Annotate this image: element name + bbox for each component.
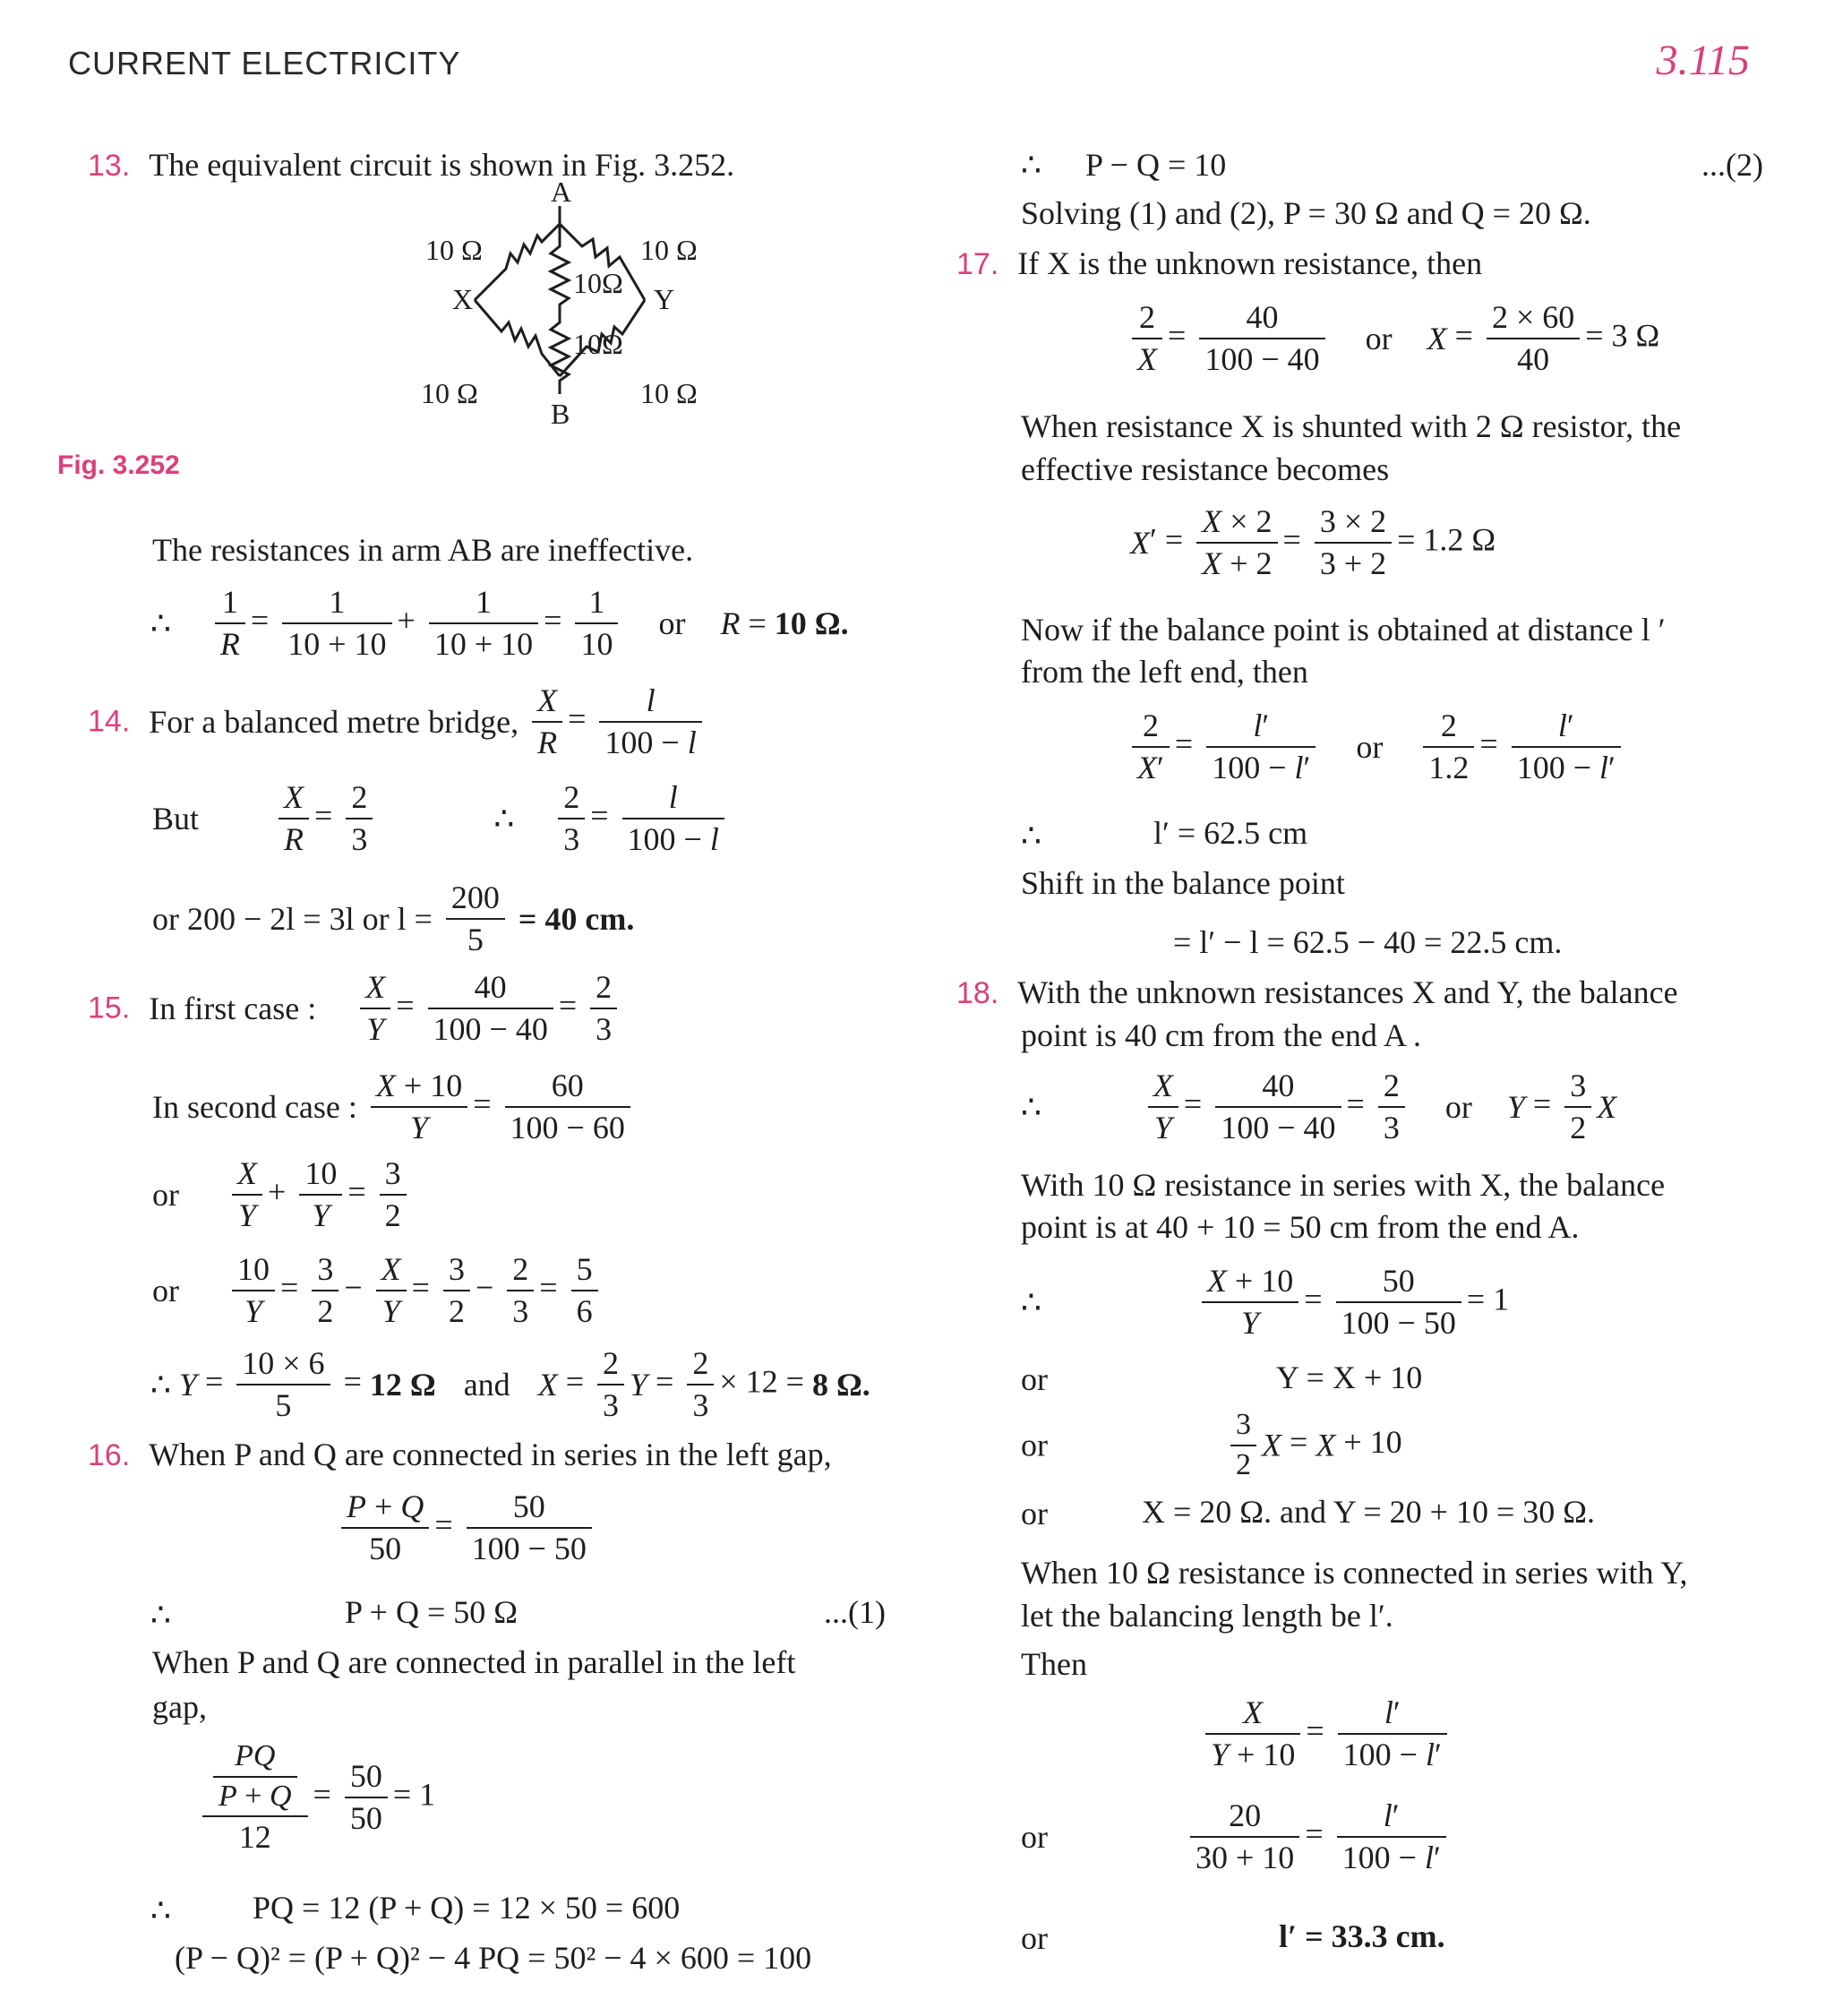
q14-result-pre: or 200 − 2l = 3l or l = <box>152 901 433 937</box>
or-word: or <box>1365 321 1393 356</box>
bridge-circuit-diagram <box>403 176 761 515</box>
q17-shift-value: = l′ − l = 62.5 − 40 = 22.5 cm. <box>1173 924 1563 960</box>
q15-second-label: In second case : <box>152 1089 357 1125</box>
therefore-symbol: ∴ <box>1021 1089 1041 1125</box>
q17-lprime: l′ = 62.5 cm <box>1153 815 1308 851</box>
eq-tag-2: ...(2) <box>1701 147 1763 183</box>
q15-first-label: In first case : <box>149 991 317 1026</box>
q17-number: 17. <box>956 247 999 281</box>
resistor-top-right: 10 Ω <box>640 234 698 266</box>
figure-label: Fig. 3.252 <box>57 450 180 480</box>
or-word: or <box>152 1273 179 1308</box>
q18-text1: With the unknown resistances X and Y, the balance <box>1017 974 1678 1010</box>
or-word: or <box>1021 1819 1048 1855</box>
therefore-symbol: ∴ <box>1021 818 1041 854</box>
q17-eq3: $\frac{2}{X'}$ = $\frac{l'}{100 - l'}$ or $\frac{2}{1.2}$ = $\frac{l'}{100 - l'}$ <box>1127 706 1626 788</box>
q18-series2: point is at 40 + 10 = 50 cm from the end A. <box>1021 1209 1580 1245</box>
page-number: 3.115 <box>1656 37 1750 84</box>
node-a-label: A <box>551 176 572 208</box>
q14-number: 14. <box>88 704 131 739</box>
therefore-symbol: ∴ <box>1021 1284 1041 1320</box>
q18-x-result: X = 20 Ω. and Y = 20 + 10 = 30 Ω. <box>1142 1494 1596 1530</box>
q18-eq1: ∴ $\frac{X}{Y}$ = $\frac{40}{100 - 40}$ = $\frac{2}{3}$ or Y = $\frac{3}{2}$ X <box>1021 1066 1616 1148</box>
q17-line <box>956 247 1482 279</box>
q14-result: or 200 − 2l = 3l or l = $\frac{200}{5}$ = 40 cm. <box>152 878 634 960</box>
q16-line <box>88 1438 832 1471</box>
eq-tag-1: ...(1) <box>824 1594 886 1630</box>
node-b-label: B <box>551 398 570 430</box>
q18-y10-line1: When 10 Ω resistance is connected in series with Y, <box>1021 1555 1688 1591</box>
q18-eq4: $\frac{X}{Y + 10}$ = $\frac{l'}{100 - l'}$ <box>1200 1693 1453 1775</box>
q15-first: 15. In first case : $\frac{X}{Y}$ = $\frac{40}{100 - 40}$ = $\frac{2}{3}$ <box>88 967 622 1050</box>
or-word: or <box>1444 1089 1472 1125</box>
q16-sum: P + Q = 50 Ω <box>345 1594 518 1630</box>
but-word: But <box>152 801 200 836</box>
and-word: and <box>463 1367 510 1403</box>
q18-final: l′ = 33.3 cm. <box>1279 1918 1445 1954</box>
node-x-label: X <box>452 283 474 315</box>
q15-step2: or $\frac{10}{Y}$ = $\frac{3}{2}$ − $\frac{X}{Y}$ = $\frac{3}{2}$ − $\frac{2}{3}$ = $\frac{5}{6}$ <box>152 1249 604 1332</box>
q16-parallel-line1: When P and Q are connected in parallel in the left <box>152 1644 796 1680</box>
q18-series1: With 10 Ω resistance in series with X, the balance <box>1021 1167 1666 1203</box>
q16-pq: PQ = 12 (P + Q) = 12 × 50 = 600 <box>253 1890 681 1926</box>
q14-text: For a balanced metre bridge, <box>149 704 519 740</box>
resistor-bottom-left: 10 Ω <box>421 377 478 409</box>
q17-text: If X is the unknown resistance, then <box>1017 245 1483 281</box>
q18-eq3: or $\frac{3}{2}$ X = X + 10 <box>1021 1406 1402 1484</box>
chapter-title: CURRENT ELECTRICITY <box>68 45 461 81</box>
q17-shift: Shift in the balance point <box>1021 865 1345 901</box>
q16-parallel-line2: gap, <box>152 1689 207 1725</box>
therefore-symbol: ∴ <box>1021 147 1041 183</box>
or-word: or <box>152 1177 179 1213</box>
q17-eq1: $\frac{2}{X}$ = $\frac{40}{100 - 40}$ or X = $\frac{2 \times 60}{40}$ = 3 Ω <box>1127 297 1659 380</box>
q17-shunt1: When resistance X is shunted with 2 Ω resistor, the <box>1021 408 1682 444</box>
q18-eq2: ∴ $\frac{X + 10}{Y}$ = $\frac{50}{100 - 50}$ = 1 <box>1021 1261 1509 1343</box>
q17-balance1: Now if the balance point is obtained at distance l ′ <box>1021 612 1666 648</box>
q18-eq5: or $\frac{20}{30 + 10}$ = $\frac{l'}{100 - l'}$ <box>1021 1796 1452 1878</box>
therefore-symbol: ∴ <box>150 1892 171 1928</box>
resistor-mid-top: 10Ω <box>573 267 623 299</box>
r-p-minus-q: P − Q = 10 <box>1085 147 1227 183</box>
q13-line <box>88 149 734 181</box>
q14-line: 14. For a balanced metre bridge, $\frac{X}{R}$ = $\frac{l}{100 - l}$ <box>88 681 707 763</box>
q15-number: 15. <box>88 991 131 1025</box>
q13-line2: The resistances in arm AB are ineffective. <box>152 532 694 568</box>
q14-result-post: = 40 cm. <box>518 901 635 937</box>
or-word: or <box>1356 729 1384 765</box>
q17-shunt2: effective resistance becomes <box>1021 451 1390 487</box>
resistor-top-left: 10 Ω <box>425 234 483 266</box>
r-solving: Solving (1) and (2), P = 30 Ω and Q = 20 Ω. <box>1021 195 1591 231</box>
node-y-label: Y <box>654 283 675 315</box>
or-word: or <box>1021 1427 1048 1463</box>
q16-series-eq: $\frac{P + Q}{50}$ = $\frac{50}{100 - 50}$ <box>336 1487 597 1569</box>
q16-text: When P and Q are connected in series in the left gap, <box>149 1437 832 1472</box>
q13-number: 13. <box>88 149 131 183</box>
therefore-symbol: ∴ <box>150 1367 171 1403</box>
q18-line1 <box>956 976 1678 1008</box>
q13-text: The equivalent circuit is shown in Fig. 3.252. <box>149 147 735 183</box>
q18-y10-line2: let the balancing length be l′. <box>1021 1598 1393 1634</box>
q17-balance2: from the left end, then <box>1021 654 1308 690</box>
q18-number: 18. <box>956 976 999 1010</box>
or-word: or <box>1021 1361 1048 1397</box>
resistor-mid-bottom: 10Ω <box>573 328 623 360</box>
q15-second: In second case : $\frac{X + 10}{Y}$ = $\frac{60}{100 - 60}$ <box>152 1066 636 1148</box>
or-word: or <box>658 605 686 641</box>
q16-number: 16. <box>88 1438 131 1472</box>
or-word: or <box>1021 1920 1048 1956</box>
therefore-symbol: ∴ <box>150 1597 171 1633</box>
therefore-symbol: ∴ <box>150 605 171 641</box>
q13-equation: ∴ $\frac{1}{R}$ = $\frac{1}{10 + 10}$ + $\frac{1}{10 + 10}$ = $\frac{1}{10}$ or R = 10 Ω. <box>150 582 849 665</box>
q15-result: ∴ Y = $\frac{10 \times 6}{5}$ = 12 Ω and X = $\frac{2}{3}$ Y = $\frac{2}{3}$ × 12 = 8 Ω. <box>150 1343 870 1426</box>
q16-parallel-eq: $\frac{\frac{PQ}{P + Q}}{12}$ = $\frac{50}{50}$ = 1 <box>197 1737 435 1857</box>
q16-square: (P − Q)² = (P + Q)² − 4 PQ = 50² − 4 × 600 = 100 <box>175 1940 812 1976</box>
q18-line2: point is 40 cm from the end A . <box>1021 1017 1421 1053</box>
therefore-symbol: ∴ <box>493 801 515 836</box>
q14-but-line: But $\frac{X}{R}$ = $\frac{2}{3}$ ∴ $\frac{2}{3}$ = $\frac{l}{100 - l}$ <box>152 777 730 860</box>
q18-y-eq: Y = X + 10 <box>1276 1360 1423 1395</box>
resistor-bottom-right: 10 Ω <box>640 377 698 409</box>
q15-step1: or $\frac{X}{Y}$ + $\frac{10}{Y}$ = $\frac{3}{2}$ <box>152 1154 412 1236</box>
or-word: or <box>1021 1496 1048 1531</box>
q17-eq2: X′ = $\frac{X \times 2}{X + 2}$ = $\frac{3 \times 2}{3 + 2}$ = 1.2 Ω <box>1130 502 1495 584</box>
q18-then: Then <box>1021 1646 1087 1682</box>
